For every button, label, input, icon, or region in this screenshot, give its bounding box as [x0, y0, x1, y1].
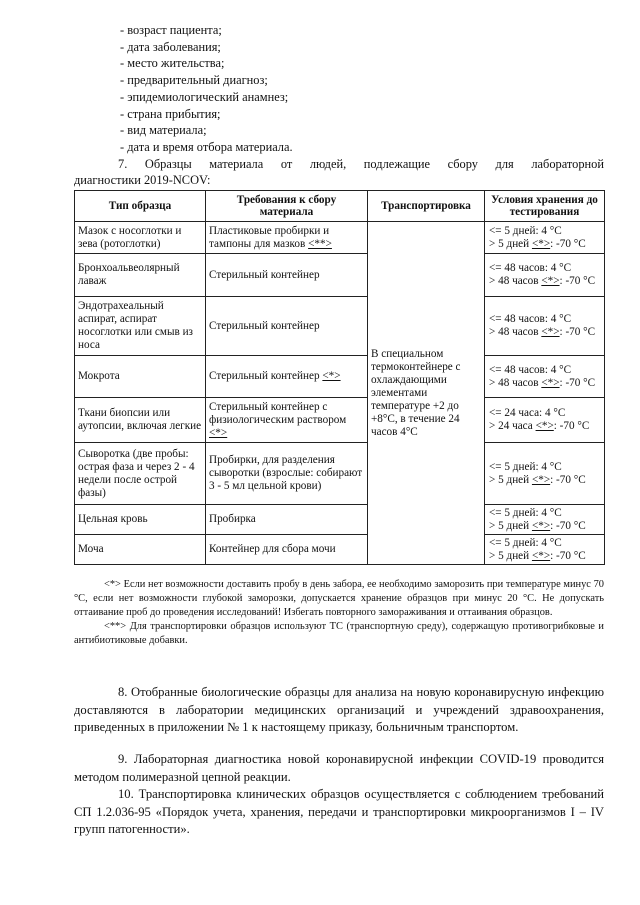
footnote-ref: <*> [322, 370, 341, 382]
requirements-cell: Контейнер для сбора мочи [206, 535, 368, 565]
footnote-ref: <*> [531, 549, 551, 562]
storage-cell: <= 48 часов: 4 °С > 48 часов <*>: -70 °С [485, 254, 605, 297]
footnote-ref: <*> [531, 237, 551, 250]
requirements-cell: Стерильный контейнер [206, 254, 368, 297]
sample-type-cell: Бронхоальвеолярный лаваж [75, 254, 206, 297]
list-item: - возраст пациента; [120, 23, 222, 37]
footnote-ref: <*> [541, 275, 560, 287]
sample-type-cell: Мазок с носоглотки и зева (ротоглотки) [75, 222, 206, 254]
transport-cell: В специальном термоконтейнере с охлаждающими элементами температуре +2 до +8°С, в течение 24 часов 4°С [368, 222, 485, 565]
table-footnotes [74, 578, 604, 648]
list-item: - страна прибытия; [120, 106, 221, 121]
item-7-line-2: диагностики 2019-NCOV: [74, 173, 211, 187]
sample-type-cell: Моча [75, 535, 206, 565]
requirements-cell: Пробирка [206, 505, 368, 535]
paragraph-9: 9. Лабораторная диагностика новой коронавирусной инфекции COVID-19 проводится методом полимеразной цепной реакции. [74, 752, 604, 784]
paragraph-8: 8. Отобранные биологические образцы для анализа на новую коронавирусную инфекцию доставляются в лаборатории медицинских организаций и учреждений здравоохранения, приведенных в приложении № 1 к настоящему приказу, больничным транспортом. [74, 685, 604, 734]
item-7-line-1: 7. Образцы материала от людей, подлежащие сбору для лабораторной [118, 157, 604, 171]
table-row [75, 443, 605, 505]
footnote-ref: <*> [531, 519, 551, 532]
header-collection-requirements: Требования к сбору материала [206, 191, 368, 222]
sample-type-cell: Ткани биопсии или аутопсии, включая легкие [75, 398, 206, 443]
list-item: - дата и время отбора материала. [120, 139, 293, 154]
table-row [75, 356, 605, 398]
table-row [75, 505, 605, 535]
header-sample-type: Тип образца [75, 191, 206, 222]
table-row [75, 297, 605, 356]
storage-cell: <= 48 часов: 4 °С > 48 часов <*>: -70 °С [485, 356, 605, 398]
storage-cell: <= 48 часов: 4 °С > 48 часов <*>: -70 °С [485, 297, 605, 356]
item-7-heading [74, 156, 604, 188]
requirements-cell: Пластиковые пробирки и тампоны для мазков <**> [206, 222, 368, 254]
storage-cell: <= 5 дней: 4 °С > 5 дней <*>: -70 °С [485, 535, 605, 565]
footnote-ref: <*> [209, 426, 228, 439]
required-info-list [120, 22, 293, 156]
list-item: - место жительства; [120, 56, 225, 71]
storage-cell: <= 24 часа: 4 °С > 24 часа <*>: -70 °С [485, 398, 605, 443]
list-item: - вид материала; [120, 123, 207, 138]
table-row [75, 535, 605, 565]
requirements-cell: Стерильный контейнер [206, 297, 368, 356]
header-storage-conditions: Условия хранения до тестирования [485, 191, 605, 222]
footnote-ref: <*> [541, 376, 560, 389]
footnote-ref: <**> [308, 237, 332, 250]
requirements-cell: Стерильный контейнер с физиологическим раствором <*> [206, 398, 368, 443]
paragraph-10: 10. Транспортировка клинических образцов осуществляется с соблюдением требований СП 1.2.036-95 «Порядок учета, хранения, передачи и транспортировки микроорганизмов I – IV групп патогенности». [74, 787, 604, 836]
storage-cell: <= 5 дней: 4 °С > 5 дней <*>: -70 °С [485, 222, 605, 254]
table-row [75, 398, 605, 443]
sample-type-cell: Сыворотка (две пробы: острая фаза и через 2 - 4 недели после острой фазы) [75, 443, 206, 505]
list-item: - дата заболевания; [120, 39, 221, 54]
footnote-ref: <*> [531, 473, 551, 486]
table-header-row [75, 191, 605, 222]
list-item: - предварительный диагноз; [120, 73, 268, 88]
sample-type-cell: Цельная кровь [75, 505, 206, 535]
sample-requirements-table [74, 190, 605, 565]
footnote-ref: <*> [535, 420, 554, 432]
storage-cell: <= 5 дней: 4 °С > 5 дней <*>: -70 °С [485, 443, 605, 505]
requirements-cell: Пробирки, для разделения сыворотки (взрослые: собирают 3 - 5 мл цельной крови) [206, 443, 368, 505]
sample-type-cell: Эндотрахеальный аспират, аспират носоглотки или смыв из носа [75, 297, 206, 356]
requirements-cell: Стерильный контейнер <*> [206, 356, 368, 398]
sample-type-cell: Мокрота [75, 356, 206, 398]
storage-cell: <= 5 дней: 4 °С > 5 дней <*>: -70 °С [485, 505, 605, 535]
footnote-2: <**> Для транспортировки образцов используют ТС (транспортную среду), содержащую противогрибковые и антибиотиковые добавки. [74, 621, 604, 646]
table-row [75, 222, 605, 254]
table-row [75, 254, 605, 297]
footnote-ref: <*> [541, 326, 560, 338]
header-transport: Транспортировка [368, 191, 485, 222]
list-item: - эпидемиологический анамнез; [120, 89, 289, 104]
footnote-1: <*> Если нет возможности доставить пробу в день забора, ее необходимо заморозить при температуре минус 70 °С, если нет возможности глубокой заморозки, допускается хранение образцов при минус 20 °С. Не допускать оттаивание проб до проведения исследований! Избегать повторного замораживания и оттаивания образцов. [74, 579, 604, 618]
footnote-marker: <*> [104, 579, 121, 590]
footnote-marker: <**> [104, 621, 127, 632]
